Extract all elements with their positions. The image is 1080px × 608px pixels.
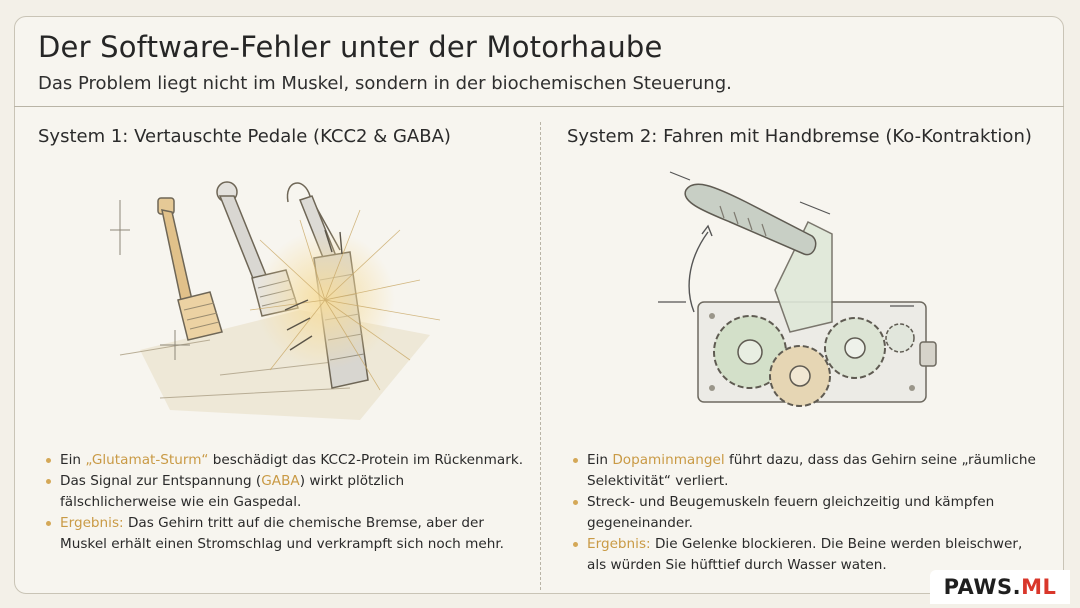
list-item: Ein „Glutamat-Sturm“ beschädigt das KCC2-Protein im Rückenmark. [44, 450, 524, 471]
header-divider [14, 106, 1064, 107]
bullet-dot-icon [573, 500, 578, 505]
bullet-dot-icon [573, 542, 578, 547]
left-section-heading: System 1: Vertauschte Pedale (KCC2 & GABA) [38, 126, 451, 147]
list-item: Streck- und Beugemuskeln feuern gleichzeitig und kämpfen gegeneinander. [571, 492, 1041, 534]
bullet-dot-icon [46, 479, 51, 484]
pedals-illustration [100, 160, 480, 430]
bullet-dot-icon [46, 521, 51, 526]
list-item: Ergebnis: Das Gehirn tritt auf die chemische Bremse, aber der Muskel erhält einen Stromschlag und verkrampft sich noch mehr. [44, 513, 524, 555]
page-subtitle: Das Problem liegt nicht im Muskel, sondern in der biochemischen Steuerung. [38, 73, 732, 94]
bullet-dot-icon [573, 458, 578, 463]
paws-ml-logo: PAWS. ML [930, 570, 1070, 604]
page-title: Der Software-Fehler unter der Motorhaube [38, 30, 663, 64]
right-section-heading: System 2: Fahren mit Handbremse (Ko-Kontraktion) [567, 126, 1032, 147]
bullet-dot-icon [46, 458, 51, 463]
left-bullet-list [44, 450, 524, 555]
handbrake-illustration [650, 162, 950, 422]
column-divider [540, 122, 541, 590]
list-item: Ergebnis: Die Gelenke blockieren. Die Beine werden bleischwer, als würden Sie hüfttief durch Wasser waten. [571, 534, 1041, 576]
list-item: Das Signal zur Entspannung (GABA) wirkt plötzlich fälschlicherweise wie ein Gaspedal. [44, 471, 524, 513]
list-item: Ein Dopaminmangel führt dazu, dass das Gehirn seine „räumliche Selektivität“ verliert. [571, 450, 1041, 492]
right-bullet-list [571, 450, 1041, 576]
brake-pedal-icon [158, 198, 222, 340]
